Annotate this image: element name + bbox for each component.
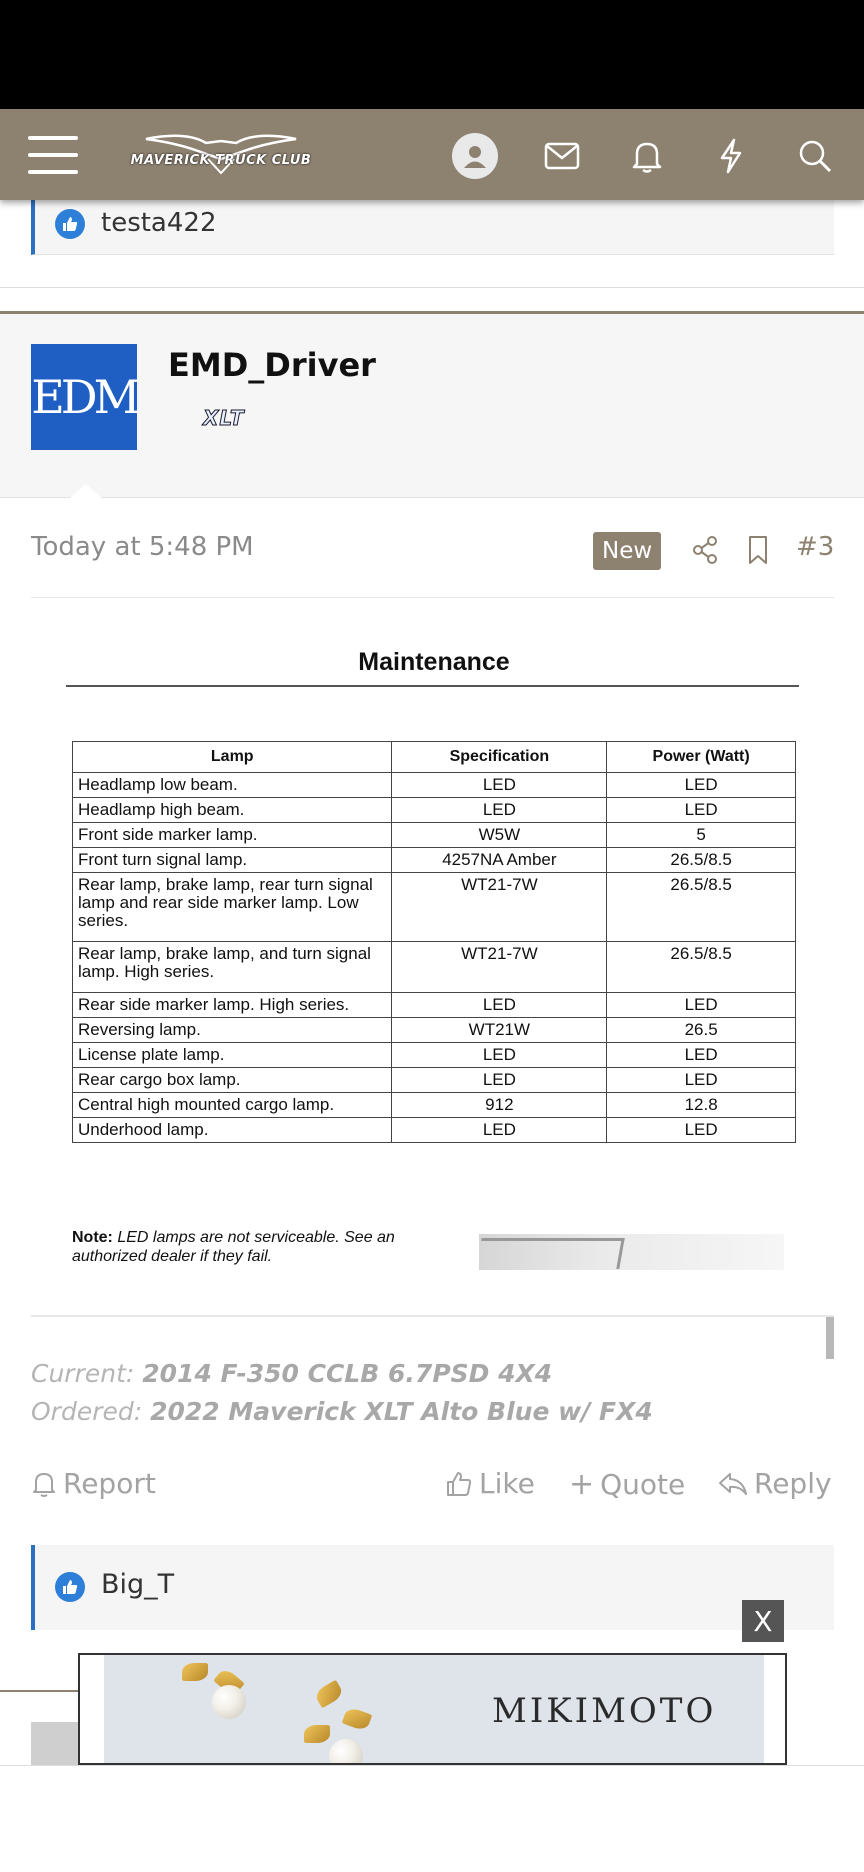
post-number-link[interactable]: #3 <box>796 532 835 562</box>
ordered-label: Ordered: <box>31 1397 143 1426</box>
signature-line-current <box>31 1355 653 1393</box>
lamp-cell: Reversing lamp. <box>73 1018 392 1043</box>
lamp-cell: Front side marker lamp. <box>73 823 392 848</box>
lamp-cell: Headlamp low beam. <box>73 773 392 798</box>
spec-cell: 912 <box>392 1093 607 1118</box>
ad-image <box>104 1655 764 1765</box>
bell-icon[interactable] <box>624 133 670 179</box>
table-row <box>73 1093 796 1118</box>
like-button[interactable] <box>445 1467 535 1500</box>
table-row <box>73 823 796 848</box>
site-logo[interactable] <box>126 129 316 181</box>
next-post-divider <box>0 1690 78 1692</box>
lamp-cell: Central high mounted cargo lamp. <box>73 1093 392 1118</box>
signature-divider <box>31 1315 834 1317</box>
post-reactions[interactable] <box>31 1545 834 1630</box>
report-label: Report <box>63 1467 156 1500</box>
spec-cell: LED <box>392 1068 607 1093</box>
table-row <box>73 993 796 1018</box>
quote-button[interactable] <box>569 1467 685 1502</box>
plus-icon: + <box>569 1467 595 1502</box>
lamp-cell: Rear cargo box lamp. <box>73 1068 392 1093</box>
spec-cell: LED <box>392 1118 607 1143</box>
column-header: Power (Watt) <box>607 742 796 773</box>
post-date[interactable]: Today at 5:48 PM <box>31 532 254 562</box>
reply-button[interactable] <box>718 1467 832 1500</box>
current-value: 2014 F-350 CCLB 6.7PSD 4X4 <box>142 1359 553 1388</box>
note-label: Note: <box>72 1229 113 1246</box>
new-badge: New <box>593 532 661 570</box>
power-cell: 12.8 <box>607 1093 796 1118</box>
spec-cell: 4257NA Amber <box>392 848 607 873</box>
lamp-cell: License plate lamp. <box>73 1043 392 1068</box>
bell-icon <box>31 1470 57 1498</box>
inbox-icon[interactable] <box>539 133 585 179</box>
power-cell: 26.5/8.5 <box>607 942 796 993</box>
current-label: Current: <box>31 1359 135 1388</box>
lamp-cell: Rear lamp, brake lamp, rear turn signal lamp and rear side marker lamp. Low series. <box>73 873 392 942</box>
post-actions-bar <box>31 1462 834 1507</box>
document-title-rule <box>66 685 799 687</box>
user-block-arrow <box>70 484 102 498</box>
power-cell: LED <box>607 1118 796 1143</box>
spec-cell: LED <box>392 798 607 823</box>
attached-maintenance-image[interactable] <box>54 622 814 1270</box>
power-cell: LED <box>607 1043 796 1068</box>
user-signature <box>31 1355 653 1431</box>
power-cell: LED <box>607 993 796 1018</box>
reply-label: Reply <box>754 1467 832 1500</box>
power-cell: LED <box>607 798 796 823</box>
power-cell: 26.5/8.5 <box>607 848 796 873</box>
table-row <box>73 848 796 873</box>
pearl-decor <box>212 1685 246 1719</box>
earring-decor <box>342 1706 373 1732</box>
ad-close-button[interactable]: X <box>742 1600 784 1642</box>
post-divider <box>0 287 864 288</box>
lamp-cell: Headlamp high beam. <box>73 798 392 823</box>
like-reaction-icon <box>55 1572 85 1602</box>
document-title: Maintenance <box>358 648 510 676</box>
note-text: LED lamps are not serviceable. See an authorized dealer if they fail. <box>72 1229 395 1265</box>
account-icon[interactable] <box>452 133 498 179</box>
previous-post-reactions[interactable] <box>31 200 834 255</box>
spec-cell: WT21W <box>392 1018 607 1043</box>
table-row <box>73 773 796 798</box>
power-cell: LED <box>607 1068 796 1093</box>
document-note <box>72 1228 452 1266</box>
like-reaction-icon <box>55 209 85 239</box>
spec-cell: LED <box>392 773 607 798</box>
signature-line-ordered <box>31 1393 653 1431</box>
table-row <box>73 942 796 993</box>
post-user-block <box>0 314 864 498</box>
table-row <box>73 873 796 942</box>
table-header-row <box>73 742 796 773</box>
spec-cell: WT21-7W <box>392 873 607 942</box>
spec-cell: LED <box>392 993 607 1018</box>
table-row <box>73 1043 796 1068</box>
reply-arrow-icon <box>718 1471 748 1497</box>
avatar-initials: EDM <box>31 370 137 424</box>
power-cell: 26.5 <box>607 1018 796 1043</box>
post-username[interactable]: EMD_Driver <box>168 346 376 384</box>
lamp-cell: Rear side marker lamp. High series. <box>73 993 392 1018</box>
lamp-cell: Rear lamp, brake lamp, and turn signal lamp. High series. <box>73 942 392 993</box>
quote-label: Quote <box>600 1468 686 1501</box>
earring-decor <box>182 1663 208 1681</box>
status-bar <box>0 0 864 109</box>
spec-cell: WT21-7W <box>392 942 607 993</box>
spec-cell: LED <box>392 1043 607 1068</box>
lamp-cell: Underhood lamp. <box>73 1118 392 1143</box>
user-avatar[interactable] <box>31 344 137 450</box>
table-row <box>73 798 796 823</box>
pearl-decor <box>329 1739 363 1765</box>
search-icon[interactable] <box>792 133 838 179</box>
thumbs-up-icon <box>445 1470 473 1498</box>
table-row <box>73 1068 796 1093</box>
user-title-badge: XLT <box>203 406 245 430</box>
top-navigation-bar <box>0 109 864 200</box>
ad-brand-name: MIKIMOTO <box>492 1691 717 1731</box>
power-cell: 5 <box>607 823 796 848</box>
advertisement-banner[interactable] <box>78 1653 787 1765</box>
logo-text: MAVERICK TRUCK CLUB <box>130 153 312 168</box>
bottom-area <box>0 1765 864 1872</box>
column-header: Lamp <box>73 742 392 773</box>
share-icon[interactable] <box>689 534 721 566</box>
lamp-cell: Front turn signal lamp. <box>73 848 392 873</box>
menu-icon[interactable] <box>28 136 78 174</box>
lamp-illustration <box>479 1234 784 1270</box>
report-button[interactable] <box>31 1467 156 1500</box>
power-cell: 26.5/8.5 <box>607 873 796 942</box>
table-row <box>73 1018 796 1043</box>
whats-new-lightning-icon[interactable] <box>708 133 754 179</box>
table-row <box>73 1118 796 1143</box>
earring-decor <box>313 1680 345 1709</box>
spec-cell: W5W <box>392 823 607 848</box>
like-label: Like <box>479 1467 535 1500</box>
column-header: Specification <box>392 742 607 773</box>
next-post-avatar[interactable] <box>31 1722 78 1765</box>
lamp-spec-table <box>72 741 796 1143</box>
reaction-user-name[interactable]: Big_T <box>101 1569 175 1600</box>
bookmark-icon[interactable] <box>742 534 774 566</box>
earring-decor <box>304 1725 330 1743</box>
post-meta-bar <box>31 528 834 598</box>
ordered-value: 2022 Maverick XLT Alto Blue w/ FX4 <box>150 1397 653 1426</box>
reaction-user-name[interactable]: testa422 <box>101 208 217 238</box>
power-cell: LED <box>607 773 796 798</box>
scrollbar-thumb[interactable] <box>826 1317 834 1359</box>
